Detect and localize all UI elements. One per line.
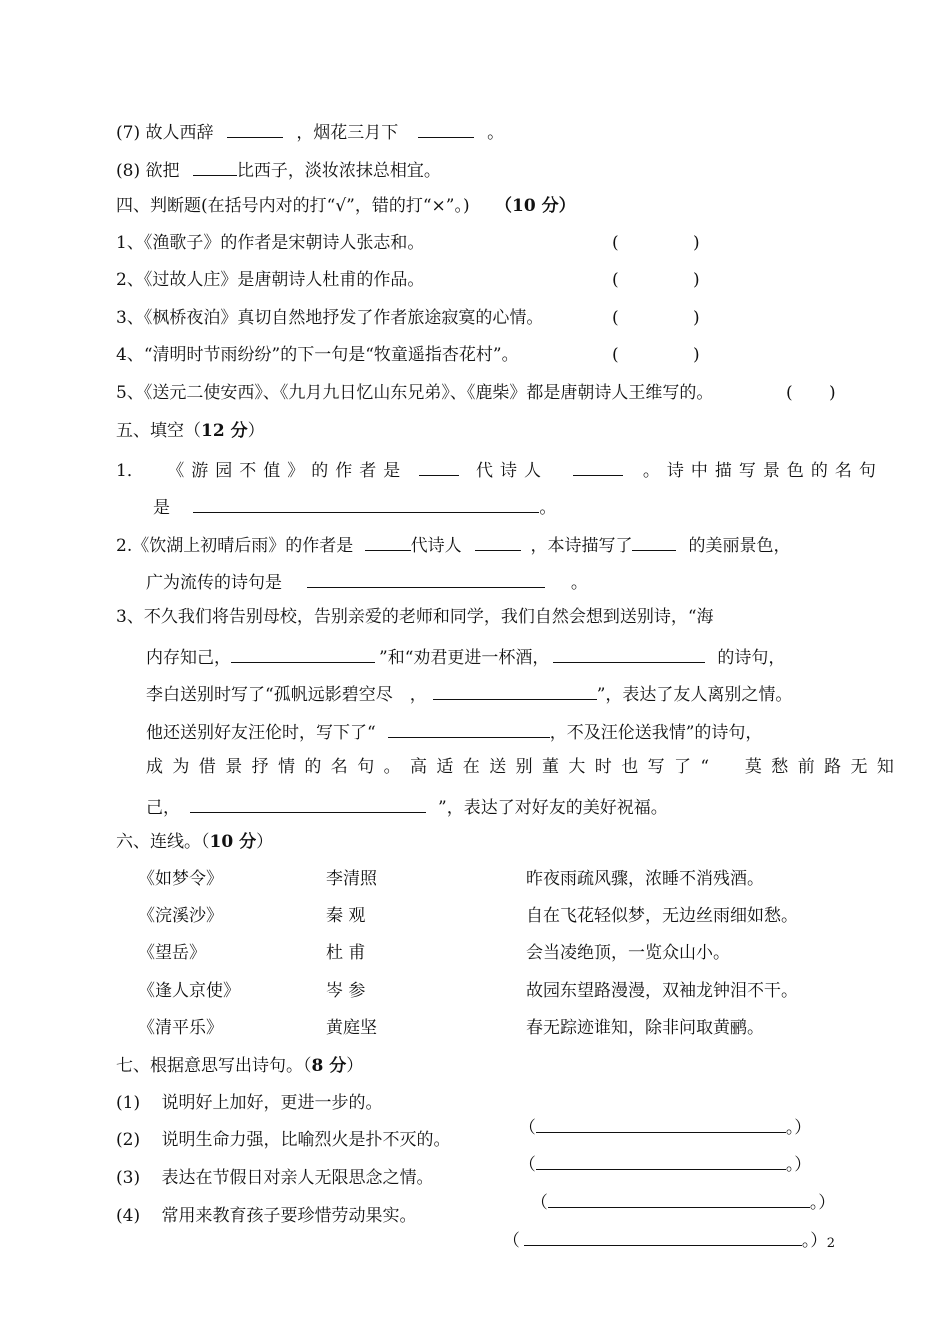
statement: 4、“清明时节雨纷纷”的下一句是“牧童遥指杏花村”。 — [116, 345, 519, 365]
meaning-item-4 — [116, 1205, 417, 1227]
text: ”，表达了友人离别之情。 — [596, 685, 793, 705]
answer-paren-close: ) — [693, 345, 700, 365]
meaning-item-1 — [116, 1092, 383, 1114]
poem-title[interactable]: 《逢人京使》 — [138, 981, 240, 1001]
judge-item-5 — [116, 382, 713, 404]
poem-line[interactable]: 会当凌绝顶，一览众山小。 — [526, 943, 730, 963]
answer-blank[interactable] — [418, 119, 474, 138]
poet-name[interactable]: 李清照 — [326, 869, 377, 889]
answer-field[interactable]: （ 。） — [520, 1167, 835, 1214]
text: 。 — [539, 498, 557, 518]
poem-title[interactable]: 《浣溪沙》 — [138, 906, 223, 926]
item-number: 1． — [116, 461, 144, 481]
poet-name[interactable]: 岑 参 — [326, 981, 366, 1001]
poet-name[interactable]: 黄庭坚 — [326, 1018, 377, 1038]
score: 8 分 — [311, 1056, 347, 1076]
score: （10 分） — [495, 196, 576, 216]
fill-q2-cont — [146, 569, 588, 594]
score: 10 分 — [209, 832, 257, 852]
statement: 5、《送元二使安西》、《九月九日忆山东兄弟》、《鹿柴》都是唐朝诗人王维写的。 — [116, 383, 714, 403]
answer-blank[interactable] — [365, 532, 411, 551]
section-5-heading: 五、填空（12 分） — [116, 421, 265, 441]
statement: 1、《渔歌子》的作者是宋朝诗人张志和。 — [116, 233, 425, 253]
text: 。 — [570, 573, 588, 593]
text: 2.《饮湖上初晴后雨》的作者是 — [116, 536, 354, 556]
text: 己， — [146, 798, 180, 818]
answer-paren[interactable]: ( — [612, 345, 619, 365]
item-number: (2) — [116, 1130, 141, 1150]
section-6-heading: 六、连线。（10 分） — [116, 832, 274, 852]
text: 故人西辞 — [145, 123, 214, 143]
answer-blank[interactable] — [553, 644, 705, 663]
text: 的美丽景色， — [688, 536, 791, 556]
text: 代诗人 — [410, 536, 462, 556]
answer-blank[interactable] — [573, 457, 623, 476]
fill-q3 — [116, 606, 714, 628]
text: 。诗中描写景色的名句 — [642, 461, 883, 481]
meaning-text: 表达在节假日对亲人无限思念之情。 — [161, 1168, 434, 1188]
statement: 3、《枫桥夜泊》真切自然地抒发了作者旅途寂寞的心情。 — [116, 308, 544, 328]
answer-paren-close: ) — [693, 233, 700, 253]
score: 12 分 — [201, 421, 248, 441]
meaning-text: 常用来教育孩子要珍惜劳动果实。 — [161, 1206, 417, 1226]
heading-text: 五、填空（ — [116, 421, 201, 441]
poem-line[interactable]: 故园东望路漫漫，双袖龙钟泪不干。 — [526, 981, 798, 1001]
text: 广为流传的诗句是 — [146, 573, 282, 593]
fill-q1-cont — [153, 494, 556, 519]
answer-blank[interactable] — [193, 157, 237, 176]
answer-field[interactable]: （ 。） — [508, 1092, 811, 1139]
poet-name[interactable]: 杜 甫 — [326, 943, 366, 963]
fill-q1 — [116, 457, 883, 482]
poem-line[interactable]: 春无踪迹谁知，除非问取黄鹂。 — [526, 1018, 764, 1038]
fill-q3-line4 — [146, 719, 762, 744]
poem-title[interactable]: 《清平乐》 — [138, 1018, 223, 1038]
item-number: (3) — [116, 1168, 141, 1188]
text: 是 — [153, 498, 170, 518]
poem-title[interactable]: 《如梦令》 — [138, 869, 223, 889]
answer-blank[interactable] — [190, 794, 426, 813]
text: ”，表达了对好友的美好祝福。 — [438, 798, 668, 818]
fill-q3-line6 — [146, 794, 668, 819]
text: ”和“劝君更进一杯酒， — [379, 648, 550, 668]
answer-blank[interactable] — [524, 1227, 802, 1246]
answer-blank[interactable] — [388, 719, 550, 738]
section-4-heading — [116, 195, 576, 217]
judge-item-3 — [116, 307, 543, 329]
text: 。 — [487, 123, 505, 143]
text: 欲把 — [145, 161, 180, 181]
answer-blank[interactable] — [433, 681, 597, 700]
answer-paren-close: ) — [829, 383, 836, 403]
q3-8 — [116, 157, 441, 182]
judge-item-4 — [116, 344, 519, 366]
answer-paren[interactable]: ( — [612, 308, 619, 328]
statement: 2、《过故人庄》是唐朝诗人杜甫的作品。 — [116, 270, 425, 290]
text: 《游园不值》的作者是 — [167, 461, 408, 481]
judge-item-2 — [116, 269, 424, 291]
text: 李白送别时写了“孤帆远影碧空尽 ， — [146, 685, 427, 705]
text: 成为借景抒情的名句。高适在送别董大时也写了“ 莫愁前路无知 — [146, 757, 904, 777]
text: ，不及汪伦送我情”的诗句， — [549, 723, 763, 743]
answer-blank[interactable] — [231, 644, 375, 663]
fill-q3-line5 — [146, 756, 903, 778]
item-number: (7) — [116, 123, 141, 143]
text: 比西子，淡妆浓抹总相宜。 — [236, 161, 441, 181]
meaning-item-3 — [116, 1167, 434, 1189]
answer-field[interactable]: （ 。） — [492, 1205, 827, 1252]
item-number: (1) — [116, 1093, 141, 1113]
text: 内存知己， — [146, 648, 231, 668]
heading-text: 七、根据意思写出诗句。（ — [116, 1056, 312, 1076]
answer-paren[interactable]: ( — [612, 233, 619, 253]
text: ，本诗描写了 — [530, 536, 633, 556]
answer-blank[interactable] — [632, 532, 676, 551]
text: 的诗句， — [717, 648, 786, 668]
poet-name[interactable]: 秦 观 — [326, 906, 366, 926]
answer-blank[interactable] — [227, 119, 283, 138]
fill-q3-line2 — [146, 644, 785, 669]
poem-line[interactable]: 昨夜雨疏风骤，浓睡不消残酒。 — [526, 869, 764, 889]
meaning-text: 说明生命力强，比喻烈火是扑不灭的。 — [161, 1130, 451, 1150]
answer-paren[interactable]: ( — [786, 383, 793, 403]
page-number: 2 — [826, 1236, 835, 1251]
text: 3、不久我们将告别母校，告别亲爱的老师和同学，我们自然会想到送别诗，“海 — [116, 607, 714, 627]
answer-paren-close: ) — [693, 270, 700, 290]
item-number: (4) — [116, 1206, 141, 1226]
answer-blank[interactable] — [475, 532, 521, 551]
poem-title[interactable]: 《望岳》 — [138, 943, 206, 963]
fill-q2 — [116, 532, 790, 557]
fill-q3-line3 — [146, 681, 792, 706]
answer-paren-close: ) — [693, 308, 700, 328]
meaning-item-2 — [116, 1129, 451, 1151]
section-7-heading: 七、根据意思写出诗句。（8 分） — [116, 1056, 364, 1076]
heading-text: 六、连线。（ — [116, 832, 210, 852]
text: 代诗人 — [476, 461, 549, 481]
meaning-text: 说明好上加好，更进一步的。 — [161, 1093, 383, 1113]
answer-field[interactable]: （ 。） — [508, 1129, 811, 1176]
poem-line[interactable]: 自在飞花轻似梦，无边丝雨细如愁。 — [526, 906, 798, 926]
answer-blank[interactable] — [193, 494, 539, 513]
q3-7 — [116, 119, 504, 144]
answer-paren[interactable]: ( — [612, 270, 619, 290]
text: ，烟花三月下 — [296, 123, 399, 143]
answer-blank[interactable] — [307, 569, 545, 588]
answer-blank[interactable] — [419, 457, 459, 476]
judge-item-1 — [116, 232, 424, 254]
item-number: (8) — [116, 161, 141, 181]
heading-text: 四、判断题(在括号内对的打“√”，错的打“×”。) — [116, 196, 470, 216]
text: 他还送别好友汪伦时，写下了“ — [146, 723, 376, 743]
